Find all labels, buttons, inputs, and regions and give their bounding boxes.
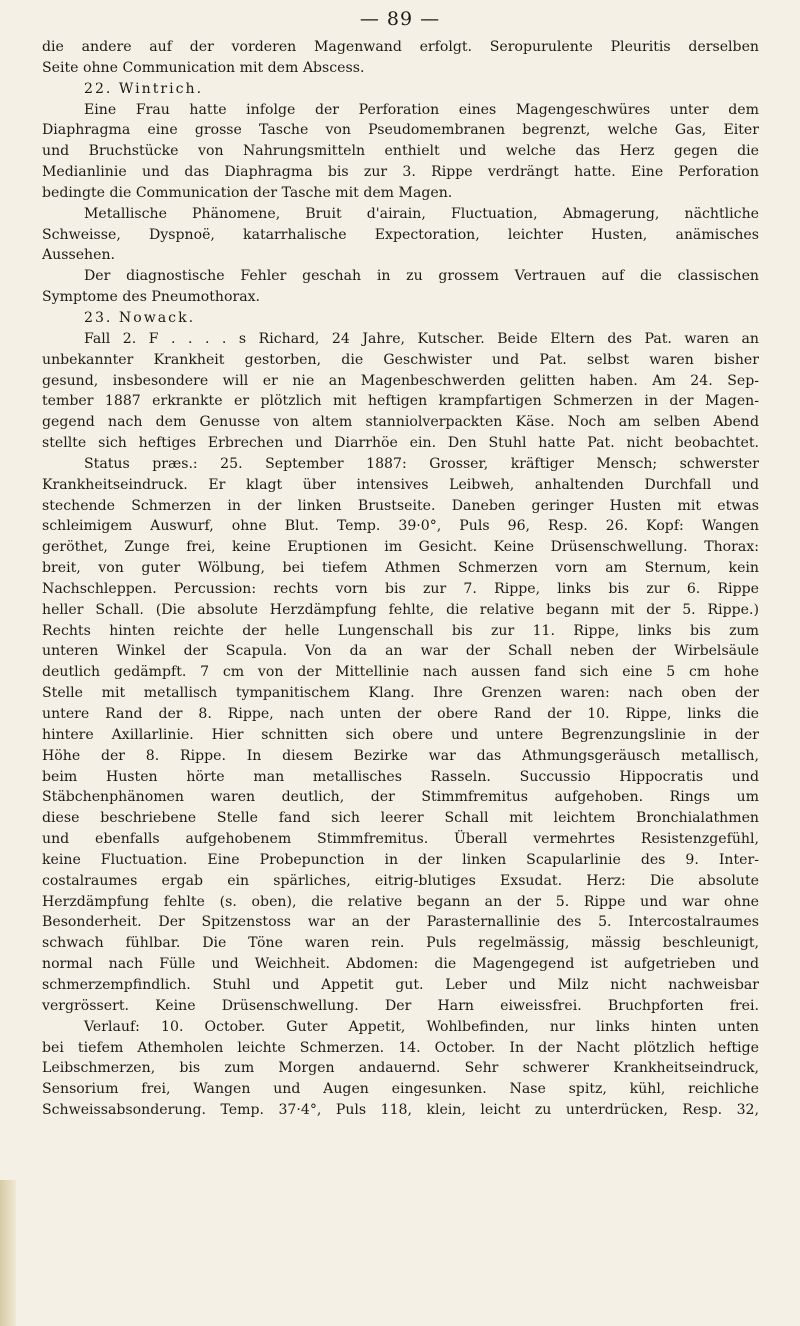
text-line: normal nach Fülle und Weichheit. Abdomen: die Magengegend ist aufgetrieben und: [42, 956, 759, 973]
text-line: Leibschmerzen, bis zum Morgen andauernd. Sehr schwerer Krankheitseindruck,: [42, 1060, 759, 1077]
text-line: costalraumes ergab ein spärliches, eitrig-blutiges Exsudat. Herz: Die absolute: [42, 872, 759, 889]
text-line: Eine Frau hatte infolge der Perforation eines Magengeschwüres unter dem: [84, 101, 759, 118]
text-line: Krankheitseindruck. Er klagt über intensives Leibweh, anhaltenden Durchfall und: [42, 476, 759, 493]
text-line: Nachschleppen. Percussion: rechts vorn bis zur 7. Rippe, links bis zur 6. Rippe: [42, 580, 759, 597]
text-line: Status præs.: 25. September 1887: Grosser, kräftiger Mensch; schwerster: [84, 455, 759, 472]
text-line: heller Schall. (Die absolute Herzdämpfung fehlte, die relative begann mit der 5. Rippe.): [42, 601, 759, 618]
text-line: vergrössert. Keine Drüsenschwellung. Der Harn eiweissfrei. Bruchpforten frei.: [42, 997, 759, 1014]
text-line: 23. Nowack.: [84, 309, 196, 326]
text-line: Schweisse, Dyspnoë, katarrhalische Expectoration, leichter Husten, anämisches: [42, 226, 759, 243]
body-text: [42, 37, 759, 1121]
text-line: Rechts hinten reichte der helle Lungenschall bis zur 11. Rippe, links bis zum: [42, 622, 759, 639]
text-line: geröthet, Zunge frei, keine Eruptionen im Gesicht. Keine Drüsenschwellung. Thorax:: [42, 539, 759, 556]
text-line: schwach fühlbar. Die Töne waren rein. Puls regelmässig, mässig beschleunigt,: [42, 935, 759, 952]
text-line: Besonderheit. Der Spitzenstoss war an der Parasternallinie des 5. Intercostalraumes: [42, 914, 759, 931]
text-line: keine Fluctuation. Eine Probepunction in der linken Scapularlinie des 9. Inter-: [42, 851, 759, 868]
text-line: Seite ohne Communication mit dem Abscess.: [42, 59, 365, 76]
text-line: bei tiefem Athemholen leichte Schmerzen. 14. October. In der Nacht plötzlich heftige: [42, 1039, 759, 1056]
text-line: tember 1887 erkrankte er plötzlich mit heftigen krampfartigen Schmerzen in der Magen-: [42, 393, 759, 410]
text-line: Stelle mit metallisch tympanitischem Klang. Ihre Grenzen waren: nach oben der: [42, 685, 759, 702]
text-line: Symptome des Pneumothorax.: [42, 289, 261, 306]
text-line: Schweissabsonderung. Temp. 37·4°, Puls 118, klein, leicht zu unterdrücken, Resp. 32,: [42, 1102, 759, 1119]
text-line: Höhe der 8. Rippe. In diesem Bezirke war das Athmungsgeräusch metallisch,: [42, 747, 759, 764]
text-line: beim Husten hörte man metallisches Rasseln. Succussio Hippocratis und: [42, 768, 759, 785]
text-line: stechende Schmerzen in der linken Brustseite. Daneben geringer Husten mit etwas: [42, 497, 759, 514]
text-line: breit, von guter Wölbung, bei tiefem Athmen Schmerzen vorn am Sternum, kein: [42, 560, 759, 577]
text-line: und ebenfalls aufgehobenem Stimmfremitus. Überall vermehrtes Resistenzgefühl,: [42, 831, 759, 848]
text-line: bedingte die Communication der Tasche mit dem Magen.: [42, 184, 453, 201]
text-line: schleimigem Auswurf, ohne Blut. Temp. 39·0°, Puls 96, Resp. 26. Kopf: Wangen: [42, 518, 759, 535]
text-line: Diaphragma eine grosse Tasche von Pseudomembranen begrenzt, welche Gas, Eiter: [42, 122, 759, 139]
text-line: Der diagnostische Fehler geschah in zu grossem Vertrauen auf die classischen: [84, 268, 759, 285]
text-line: Medianlinie und das Diaphragma bis zur 3. Rippe verdrängt hatte. Eine Perforation: [42, 164, 759, 181]
text-line: stellte sich heftiges Erbrechen und Diarrhöe ein. Den Stuhl hatte Pat. nicht beobachtet.: [42, 435, 759, 452]
text-line: Fall 2. F . . . . s Richard, 24 Jahre, Kutscher. Beide Eltern des Pat. waren an: [84, 330, 759, 347]
text-line: gesund, insbesondere will er nie an Magenbeschwerden gelitten haben. Am 24. Sep-: [42, 372, 759, 389]
text-line: unbekannter Krankheit gestorben, die Geschwister und Pat. selbst waren bisher: [42, 351, 759, 368]
text-line: Herzdämpfung fehlte (s. oben), die relative begann an der 5. Rippe und war ohne: [42, 893, 759, 910]
text-line: und Bruchstücke von Nahrungsmitteln enthielt und welche das Herz gegen die: [42, 143, 759, 160]
text-line: deutlich gedämpft. 7 cm von der Mittellinie nach aussen fand sich eine 5 cm hohe: [42, 664, 759, 681]
text-line: Sensorium frei, Wangen und Augen eingesunken. Nase spitz, kühl, reichliche: [42, 1081, 759, 1098]
text-line: Aussehen.: [42, 247, 116, 264]
page-number: — 89 —: [359, 8, 441, 30]
text-line: Verlauf: 10. October. Guter Appetit, Wohlbefinden, nur links hinten unten: [84, 1018, 759, 1035]
text-line: 22. Wintrich.: [84, 80, 204, 97]
text-line: Stäbchenphänomen waren deutlich, der Stimmfremitus aufgehoben. Rings um: [42, 789, 759, 806]
text-line: schmerzempfindlich. Stuhl und Appetit gut. Leber und Milz nicht nachweisbar: [42, 976, 759, 993]
text-line: untere Rand der 8. Rippe, nach unten der obere Rand der 10. Rippe, links die: [42, 706, 759, 722]
text-line: Metallische Phänomene, Bruit d'airain, Fluctuation, Abmagerung, nächtliche: [84, 205, 759, 222]
text-line: hintere Axillarlinie. Hier schnitten sich obere und untere Begrenzungslinie in der: [42, 726, 759, 743]
page-edge-shadow: [0, 1180, 16, 1326]
text-line: unteren Winkel der Scapula. Von da an war der Schall neben der Wirbelsäule: [42, 643, 759, 660]
text-line: diese beschriebene Stelle fand sich leerer Schall mit leichtem Bronchialathmen: [42, 810, 759, 827]
text-line: gegend nach dem Genusse von altem stanniolverpackten Käse. Noch am selben Abend: [42, 414, 759, 431]
text-line: die andere auf der vorderen Magenwand erfolgt. Seropurulente Pleuritis derselben: [42, 39, 759, 55]
